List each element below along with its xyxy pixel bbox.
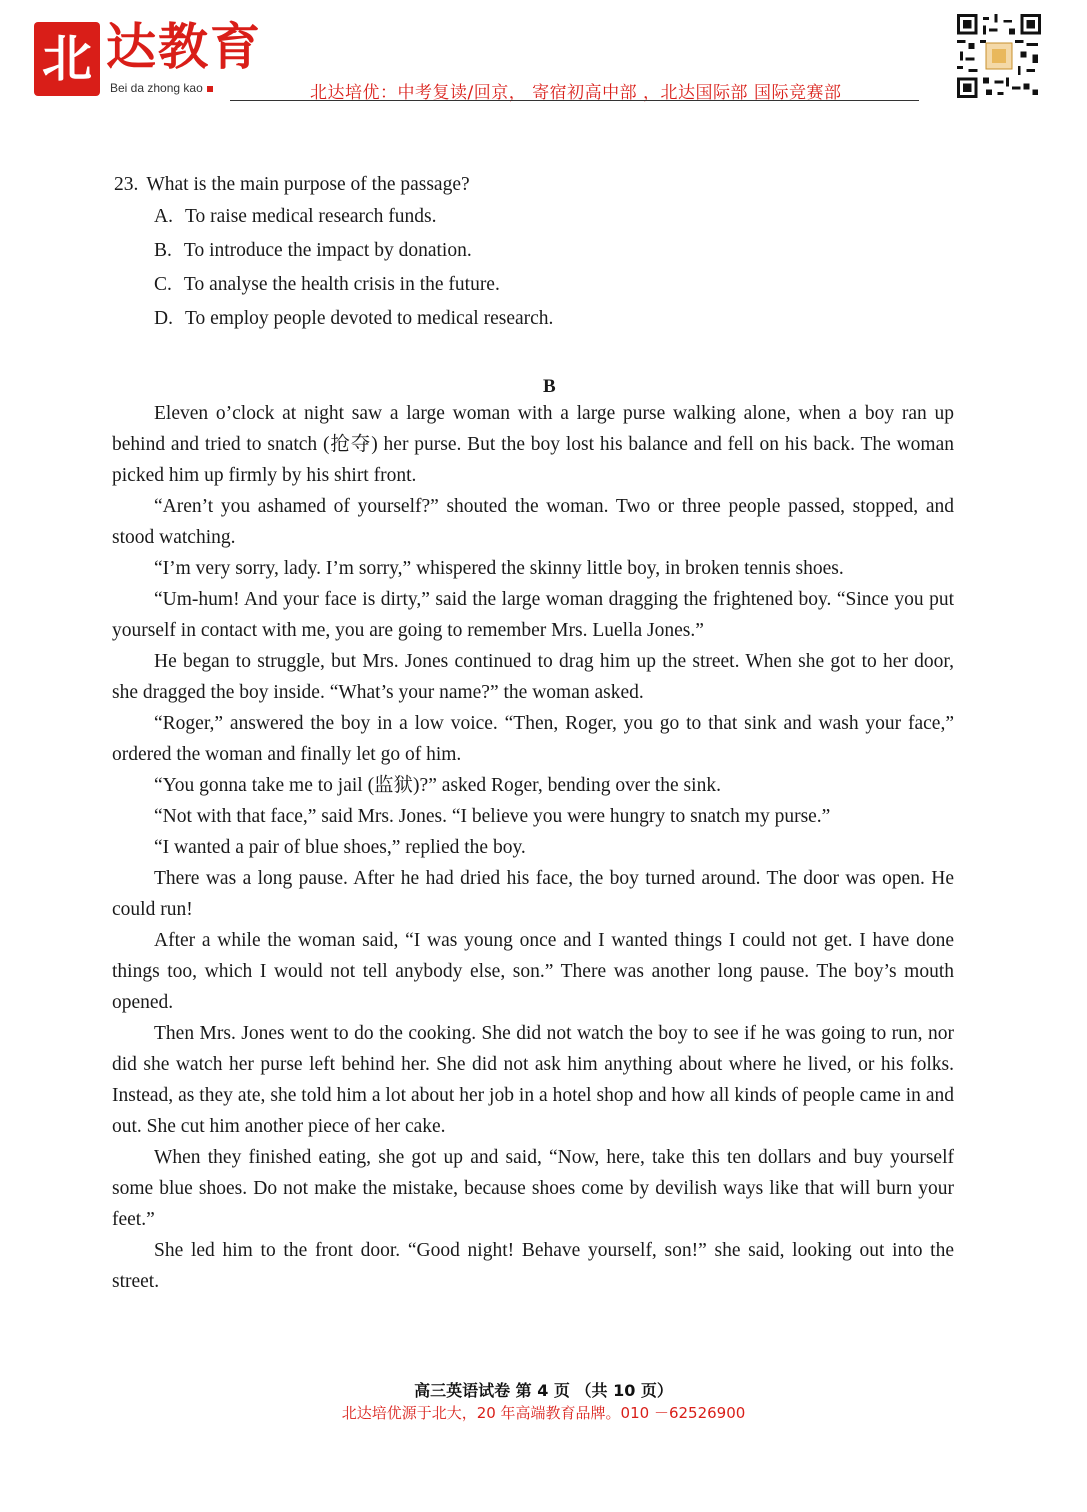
paragraph: Eleven o’clock at night saw a large woman with a large purse walking alone, when a boy ran up behind and tried to snatch (抢夺) her purse. But the boy lost his balance and fell on his back. The woman picked him up firmly by his shirt front. xyxy=(112,403,954,486)
paragraph: She led him to the front door. “Good night! Behave yourself, son!” she said, looking out into the street. xyxy=(112,1240,954,1292)
paragraph: “I wanted a pair of blue shoes,” replied the boy. xyxy=(154,837,526,858)
logo-mark: 北 xyxy=(34,22,100,96)
reading-passage xyxy=(112,398,954,1297)
paragraph: After a while the woman said, “I was young once and I wanted things I could not get. I have done things too, which I would not tell anybody else, son.” There was another long pause. The boy’s mouth opened. xyxy=(112,930,954,1013)
logo-wordmark: 达教育 xyxy=(106,18,262,76)
section-heading: B xyxy=(543,376,556,397)
question-stem xyxy=(114,174,470,196)
paragraph: When they finished eating, she got up and said, “Now, here, take this ten dollars and buy yourself some blue shoes. Do not make the mistake, because shoes come by devilish ways like that will burn your feet.” xyxy=(112,1147,954,1230)
option-b: B. To introduce the impact by donation. xyxy=(154,240,472,261)
header-slogan: 北达培优：中考复读/回京， 寄宿初高中部 ，北达国际部 国际竞赛部 xyxy=(310,83,842,103)
option-a: A. To raise medical research funds. xyxy=(154,206,437,227)
paragraph: “Roger,” answered the boy in a low voice. “Then, Roger, you go to that sink and wash your face,” ordered the woman and finally let go of him. xyxy=(112,713,954,765)
option-c: C. To analyse the health crisis in the future. xyxy=(154,274,500,295)
logo-subtitle: Bei da zhong kao xyxy=(110,81,213,95)
paragraph: Then Mrs. Jones went to do the cooking. She did not watch the boy to see if he was going to run, nor did she watch her purse left behind her. She did not ask him anything about where he lived, or his folks. Instead, as they ate, she told him a lot about her job in a hotel shop and how all kinds of people came in and out. She cut him another piece of her cake. xyxy=(112,1023,954,1137)
paragraph: He began to struggle, but Mrs. Jones continued to drag him up the street. When she got to her door, she dragged the boy inside. “What’s your name?” the woman asked. xyxy=(112,651,954,703)
paragraph: “I’m very sorry, lady. I’m sorry,” whispered the skinny little boy, in broken tennis shoes. xyxy=(154,558,844,579)
paragraph: “You gonna take me to jail (监狱)?” asked Roger, bending over the sink. xyxy=(154,775,721,796)
header-divider xyxy=(230,100,919,101)
paragraph: “Um-hum! And your face is dirty,” said the large woman dragging the frightened boy. “Since you put yourself in contact with me, you are going to remember Mrs. Luella Jones.” xyxy=(112,589,954,641)
question-number: 23. xyxy=(114,174,139,195)
page-footer-title: 高三英语试卷 第 4 页 （共 10 页） xyxy=(414,1381,673,1400)
question-text: What is the main purpose of the passage? xyxy=(146,174,470,195)
paragraph: “Aren’t you ashamed of yourself?” shouted the woman. Two or three people passed, stopped, and stood watching. xyxy=(112,496,954,548)
paragraph: “Not with that face,” said Mrs. Jones. “I believe you were hungry to snatch my purse.” xyxy=(154,806,831,827)
option-d: D. To employ people devoted to medical research. xyxy=(154,308,554,329)
paragraph: There was a long pause. After he had dried his face, the boy turned around. The door was open. He could run! xyxy=(112,868,954,920)
qr-code-icon xyxy=(955,14,1043,98)
page-footer-slogan: 北达培优源于北大，20 年高端教育品牌。010 －62526900 xyxy=(341,1404,746,1422)
